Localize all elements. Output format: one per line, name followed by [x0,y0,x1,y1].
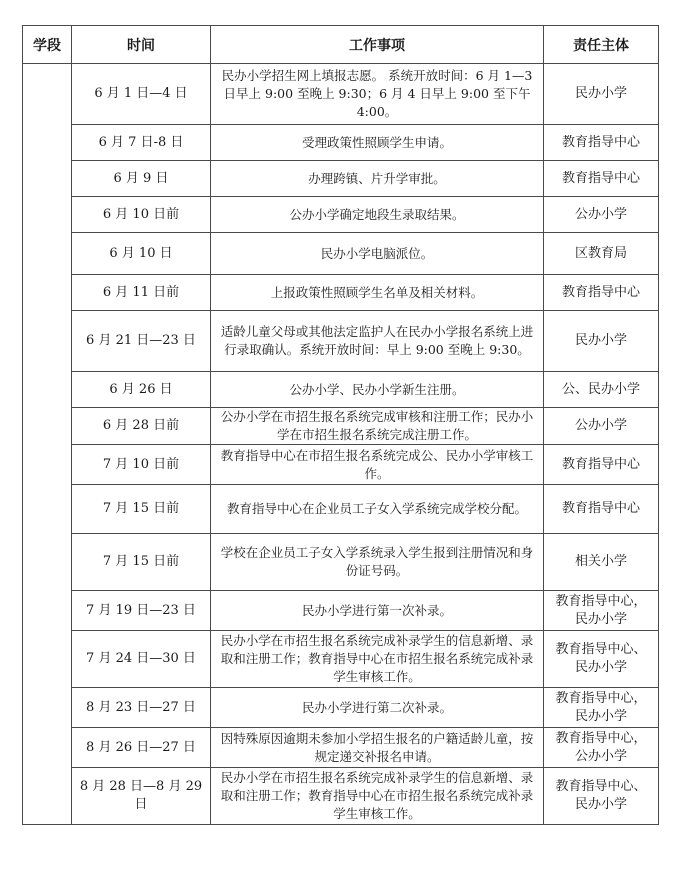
time-cell: 6 月 11 日前 [72,275,211,311]
enrollment-schedule-table [22,25,659,825]
responsible-cell: 教育指导中心，民办小学 [544,688,659,728]
responsible-cell: 公、民办小学 [544,372,659,408]
time-cell: 7 月 24 日—30 日 [72,631,211,688]
responsible-cell: 民办小学 [544,64,659,125]
responsible-cell: 教育指导中心 [544,125,659,161]
stage-cell [23,64,72,825]
table-row [23,485,659,534]
work-item-cell: 学校在企业员工子女入学系统录入学生报到注册情况和身份证号码。 [211,534,544,591]
table-row [23,275,659,311]
table-row [23,688,659,728]
table-header-row [23,26,659,64]
table-row [23,197,659,233]
responsible-cell: 教育指导中心 [544,161,659,197]
responsible-cell: 教育指导中心 [544,445,659,485]
responsible-cell: 教育指导中心、民办小学 [544,631,659,688]
table-row [23,372,659,408]
time-cell: 6 月 1 日—4 日 [72,64,211,125]
work-item-cell: 因特殊原因逾期未参加小学招生报名的户籍适龄儿童，按规定递交补报名申请。 [211,728,544,768]
work-item-cell: 适龄儿童父母或其他法定监护人在民办小学报名系统上进行录取确认。系统开放时间：早上 9:00 至晚上 9:30。 [211,311,544,372]
time-cell: 8 月 23 日—27 日 [72,688,211,728]
responsible-cell: 相关小学 [544,534,659,591]
responsible-cell: 民办小学 [544,311,659,372]
responsible-cell: 区教育局 [544,233,659,275]
time-cell: 7 月 15 日前 [72,485,211,534]
header-work-item: 工作事项 [211,26,544,64]
table-row [23,631,659,688]
responsible-cell: 教育指导中心，民办小学 [544,591,659,631]
table-row [23,408,659,445]
work-item-cell: 公办小学确定地段生录取结果。 [211,197,544,233]
header-time: 时间 [72,26,211,64]
table-row [23,534,659,591]
header-stage: 学段 [23,26,72,64]
table-row [23,591,659,631]
responsible-cell: 公办小学 [544,408,659,445]
time-cell: 6 月 10 日前 [72,197,211,233]
header-responsible: 责任主体 [544,26,659,64]
time-cell: 6 月 21 日—23 日 [72,311,211,372]
work-item-cell: 民办小学电脑派位。 [211,233,544,275]
work-item-cell: 教育指导中心在市招生报名系统完成公、民办小学审核工作。 [211,445,544,485]
work-item-cell: 公办小学在市招生报名系统完成审核和注册工作；民办小学在市招生报名系统完成注册工作。 [211,408,544,445]
responsible-cell: 教育指导中心，公办小学 [544,728,659,768]
table-row [23,233,659,275]
time-cell: 6 月 10 日 [72,233,211,275]
time-cell: 8 月 28 日—8 月 29 日 [72,768,211,825]
time-cell: 6 月 7 日-8 日 [72,125,211,161]
table-row [23,311,659,372]
work-item-cell: 受理政策性照顾学生申请。 [211,125,544,161]
responsible-cell: 教育指导中心 [544,485,659,534]
time-cell: 6 月 9 日 [72,161,211,197]
work-item-cell: 办理跨镇、片升学审批。 [211,161,544,197]
time-cell: 6 月 26 日 [72,372,211,408]
table-body [23,64,659,825]
table-row [23,768,659,825]
time-cell: 7 月 15 日前 [72,534,211,591]
responsible-cell: 公办小学 [544,197,659,233]
work-item-cell: 民办小学在市招生报名系统完成补录学生的信息新增、录取和注册工作；教育指导中心在市招生报名系统完成补录学生审核工作。 [211,631,544,688]
work-item-cell: 上报政策性照顾学生名单及相关材料。 [211,275,544,311]
work-item-cell: 民办小学进行第二次补录。 [211,688,544,728]
work-item-cell: 公办小学、民办小学新生注册。 [211,372,544,408]
work-item-cell: 民办小学进行第一次补录。 [211,591,544,631]
responsible-cell: 教育指导中心、民办小学 [544,768,659,825]
table-row [23,728,659,768]
time-cell: 8 月 26 日—27 日 [72,728,211,768]
table-row [23,64,659,125]
work-item-cell: 民办小学招生网上填报志愿。 系统开放时间：6 月 1—3 日早上 9:00 至晚上 9:30；6 月 4 日早上 9:00 至下午 4:00。 [211,64,544,125]
time-cell: 7 月 19 日—23 日 [72,591,211,631]
responsible-cell: 教育指导中心 [544,275,659,311]
table-row [23,125,659,161]
table-row [23,161,659,197]
table-row [23,445,659,485]
work-item-cell: 民办小学在市招生报名系统完成补录学生的信息新增、录取和注册工作；教育指导中心在市招生报名系统完成补录学生审核工作。 [211,768,544,825]
work-item-cell: 教育指导中心在企业员工子女入学系统完成学校分配。 [211,485,544,534]
time-cell: 7 月 10 日前 [72,445,211,485]
time-cell: 6 月 28 日前 [72,408,211,445]
